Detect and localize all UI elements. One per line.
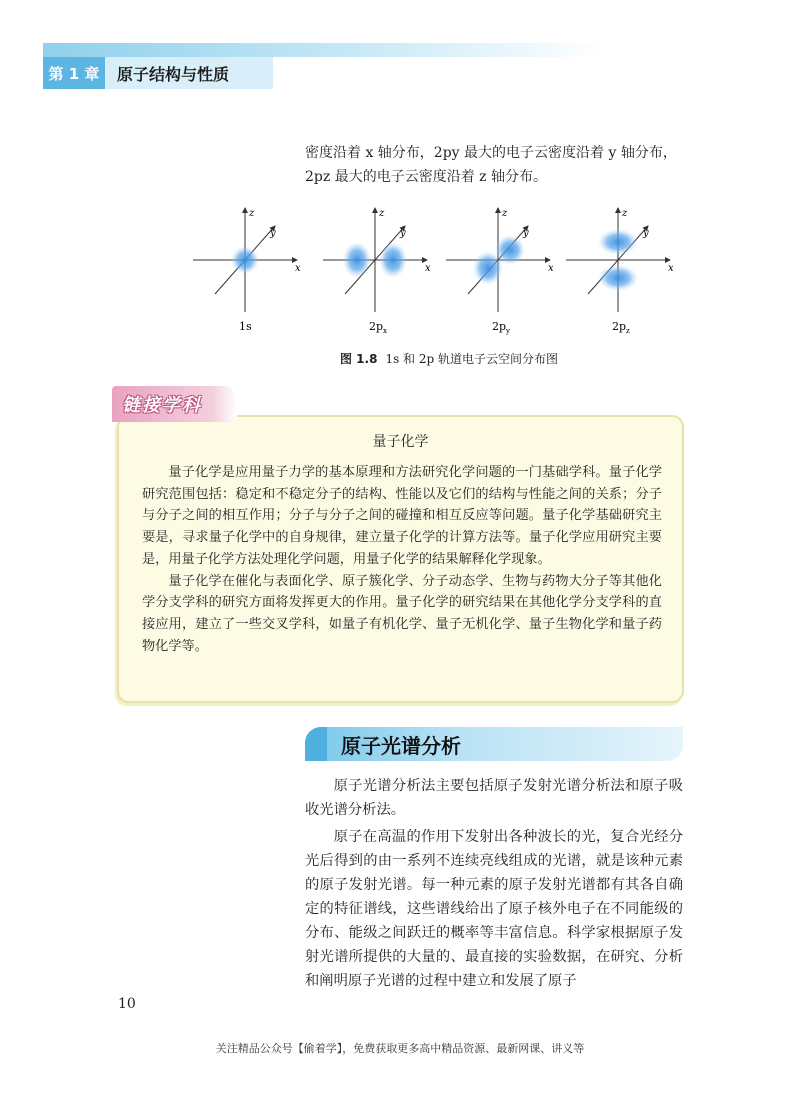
chapter-title: 原子结构与性质 xyxy=(105,57,273,89)
orbital-label: $2p_y$ xyxy=(492,320,511,335)
intro-paragraph xyxy=(305,141,695,189)
orbital-panel-2px xyxy=(323,208,431,335)
electron-cloud xyxy=(343,242,371,278)
z-axis-label: z xyxy=(249,208,255,219)
intro-line: 2pz 最大的电子云密度沿着 z 轴分布。 xyxy=(305,169,547,185)
header-gradient-bar xyxy=(43,43,603,57)
orbital-label: $2p_x$ xyxy=(369,320,387,335)
y-axis-label: y xyxy=(270,228,276,239)
z-axis-label: z xyxy=(379,208,385,219)
body-paragraph: 原子光谱分析法主要包括原子发射光谱分析法和原子吸收光谱分析法。 xyxy=(305,778,683,818)
x-axis-label: x xyxy=(548,263,554,274)
x-axis-label: x xyxy=(295,263,301,274)
link-paragraph: 量子化学在催化与表面化学、原子簇化学、分子动态学、生物与药物大分子等其他化学分支学科的研究方面将发挥更大的作用。量子化学的研究结果在其他化学分支学科的直接应用，建立了一些交叉学科，如量子有机化学、量子无机化学、量子生物化学和量子药物化学等。 xyxy=(142,573,662,654)
orbital-panel-2py xyxy=(446,208,554,335)
link-text xyxy=(142,462,662,657)
electron-cloud xyxy=(495,235,525,265)
section-heading-accent xyxy=(305,727,327,761)
orbital-label: $2p_z$ xyxy=(612,320,630,335)
chapter-number: 第 1 章 xyxy=(43,57,105,89)
link-subject-box xyxy=(117,415,684,703)
orbital-panel-2pz xyxy=(566,208,674,335)
link-subject-banner: 链接学科 xyxy=(112,386,237,422)
link-title: 量子化学 xyxy=(372,434,429,450)
orbital-panel-1s xyxy=(193,208,301,333)
orbital-label: 1s xyxy=(239,320,252,333)
y-axis-label: y xyxy=(400,228,406,239)
electron-cloud xyxy=(379,242,407,278)
footer-note: 关注精品公众号【偷着学】，免费获取更多高中精品资源、最新网课、讲义等 xyxy=(215,1042,585,1055)
chapter-header xyxy=(43,57,273,89)
page-number: 10 xyxy=(118,996,136,1012)
z-axis-label: z xyxy=(502,208,508,219)
y-axis-label: y xyxy=(523,228,529,239)
z-axis-label: z xyxy=(622,208,628,219)
x-axis-label: x xyxy=(668,263,674,274)
electron-cloud xyxy=(231,246,259,274)
body-paragraph: 原子在高温的作用下发射出各种波长的光，复合光经分光后得到的由一系列不连续亮线组成的光谱，就是该种元素的原子发射光谱。每一种元素的原子发射光谱都有其各自确定的特征谱线，这些谱线给出了原子核外电子在不同能级的分布、能级之间跃迁的概率等丰富信息。科学家根据原子发射光谱所提供的大量的、最直接的实验数据，在研究、分析和阐明原子光谱的过程中建立和发展了原子 xyxy=(305,829,683,989)
orbital-figure xyxy=(190,200,690,340)
figure-caption xyxy=(340,350,558,367)
section-heading xyxy=(305,727,683,761)
figure-caption-text: 1s 和 2p 轨道电子云空间分布图 xyxy=(385,352,558,366)
y-axis-label: y xyxy=(643,228,649,239)
electron-cloud xyxy=(598,229,638,255)
x-axis-label: x xyxy=(425,263,431,274)
intro-line: 密度沿着 x 轴分布，2py 最大的电子云密度沿着 y 轴分布， xyxy=(305,145,677,161)
section-body xyxy=(305,774,683,996)
link-paragraph: 量子化学是应用量子力学的基本原理和方法研究化学问题的一门基础学科。量子化学研究范围包括：稳定和不稳定分子的结构、性能以及它们的结构与性能之间的关系；分子与分子之间的相互作用；分子与分子之间的碰撞和相互反应等问题。量子化学基础研究主要是，寻求量子化学中的自身规律，建立量子化学的计算方法等。量子化学应用研究主要是，用量子化学方法处理化学问题，用量子化学的结果解释化学现象。 xyxy=(142,465,662,567)
electron-cloud xyxy=(598,265,638,291)
section-title: 原子光谱分析 xyxy=(341,734,461,758)
figure-number: 图 1.8 xyxy=(340,352,378,366)
